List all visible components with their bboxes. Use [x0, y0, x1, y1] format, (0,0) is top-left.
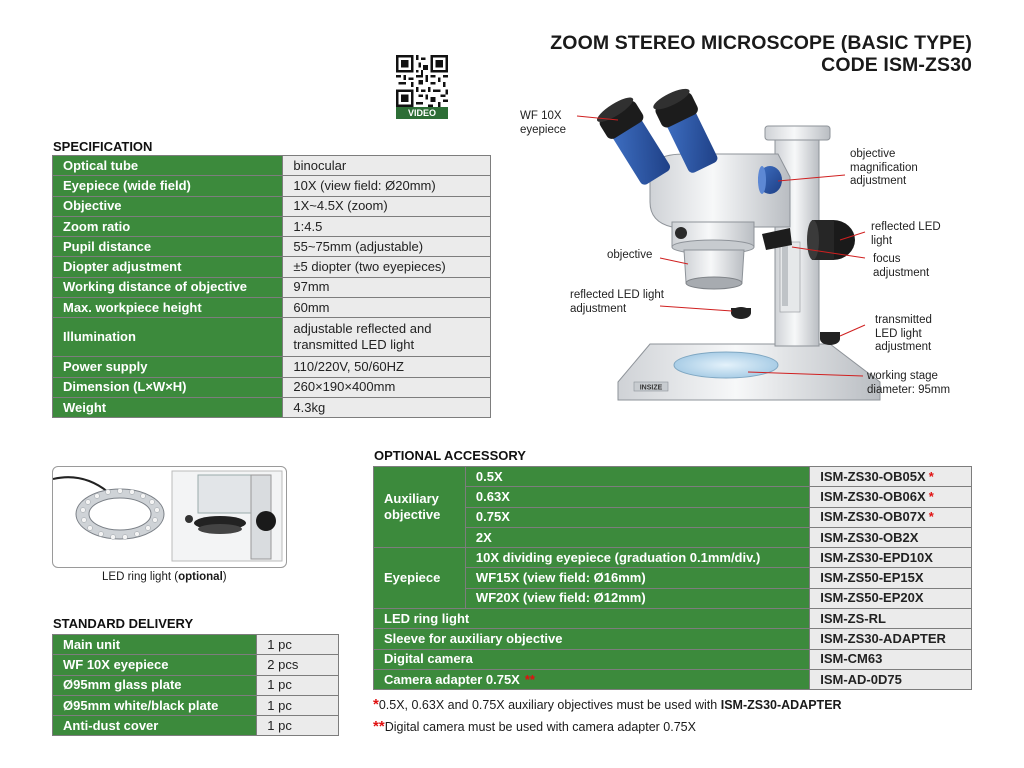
led-ring-caption: LED ring light (optional)	[102, 571, 227, 583]
spec-label: Diopter adjustment	[53, 257, 283, 277]
spec-label: Max. workpiece height	[53, 298, 283, 318]
spec-row	[53, 318, 491, 357]
accessory-item: 0.75X	[465, 507, 809, 527]
delivery-item: Main unit	[53, 635, 257, 655]
required-adapter-mark: *	[928, 468, 934, 484]
delivery-row	[53, 655, 339, 675]
delivery-item: Ø95mm white/black plate	[53, 695, 257, 715]
spec-row	[53, 357, 491, 377]
spec-label: Objective	[53, 196, 283, 216]
spec-value: 1X~4.5X (zoom)	[283, 196, 491, 216]
spec-value: 110/220V, 50/60HZ	[283, 357, 491, 377]
accessory-item: Camera adapter 0.75X **	[374, 669, 810, 689]
accessory-row	[374, 649, 972, 669]
delivery-qty: 1 pc	[257, 635, 339, 655]
required-camera-adapter-mark: **	[524, 671, 535, 687]
delivery-item: WF 10X eyepiece	[53, 655, 257, 675]
accessory-item: WF20X (view field: Ø12mm)	[465, 588, 809, 608]
required-adapter-mark: *	[928, 488, 934, 504]
spec-row	[53, 298, 491, 318]
delivery-qty: 1 pc	[257, 695, 339, 715]
required-adapter-mark: *	[928, 509, 934, 525]
label-objective-magnification: objective magnification adjustment	[850, 148, 918, 187]
delivery-qty: 2 pcs	[257, 655, 339, 675]
brand-logo: INSIZE	[639, 384, 663, 392]
spec-row	[53, 176, 491, 196]
accessory-row	[374, 629, 972, 649]
spec-value: binocular	[283, 156, 491, 176]
accessory-group-auxiliary: Auxiliary objective	[374, 467, 466, 548]
led-ring-image	[52, 466, 287, 568]
spec-label: Dimension (L×W×H)	[53, 377, 283, 397]
spec-value: 10X (view field: Ø20mm)	[283, 176, 491, 196]
accessory-code: ISM-ZS30-ADAPTER	[810, 629, 972, 649]
accessory-item: 2X	[465, 527, 809, 547]
accessory-item: LED ring light	[374, 609, 810, 629]
spec-value: 4.3kg	[283, 397, 491, 417]
accessory-item: Sleeve for auxiliary objective	[374, 629, 810, 649]
spec-label: Eyepiece (wide field)	[53, 176, 283, 196]
delivery-row	[53, 695, 339, 715]
spec-value: adjustable reflected and transmitted LED light	[283, 318, 491, 357]
qr-code-icon[interactable]	[396, 55, 448, 107]
delivery-item: Anti-dust cover	[53, 716, 257, 736]
accessory-code: ISM-ZS30-OB07X *	[810, 507, 972, 527]
spec-label: Power supply	[53, 357, 283, 377]
accessory-code: ISM-ZS30-OB2X	[810, 527, 972, 547]
specification-title: SPECIFICATION	[53, 139, 153, 154]
accessory-item: Digital camera	[374, 649, 810, 669]
label-reflected-adjustment: reflected LED light adjustment	[570, 289, 664, 315]
delivery-row	[53, 675, 339, 695]
delivery-item: Ø95mm glass plate	[53, 675, 257, 695]
delivery-row	[53, 635, 339, 655]
accessory-code: ISM-ZS30-OB06X *	[810, 487, 972, 507]
accessory-item: 0.5X	[465, 467, 809, 487]
note-camera: **Digital camera must be used with camera adapter 0.75X	[373, 718, 696, 735]
spec-label: Pupil distance	[53, 237, 283, 257]
delivery-qty: 1 pc	[257, 716, 339, 736]
label-focus: focus adjustment	[873, 253, 930, 279]
spec-row	[53, 216, 491, 236]
spec-label: Working distance of objective	[53, 277, 283, 297]
delivery-row	[53, 716, 339, 736]
video-label[interactable]: VIDEO	[396, 107, 448, 119]
spec-value: 1:4.5	[283, 216, 491, 236]
spec-value: 260×190×400mm	[283, 377, 491, 397]
spec-row	[53, 156, 491, 176]
note-auxiliary: *0.5X, 0.63X and 0.75X auxiliary objectives must be used with ISM-ZS30-ADAPTER	[373, 696, 842, 713]
spec-row	[53, 257, 491, 277]
label-objective: objective	[607, 249, 653, 261]
label-working-stage: working stage diameter: 95mm	[867, 370, 951, 396]
accessory-code: ISM-AD-0D75	[810, 669, 972, 689]
spec-row	[53, 237, 491, 257]
spec-label: Weight	[53, 397, 283, 417]
spec-row	[53, 277, 491, 297]
spec-value: 97mm	[283, 277, 491, 297]
accessory-code: ISM-ZS30-OB05X *	[810, 467, 972, 487]
optional-accessory-title: OPTIONAL ACCESSORY	[374, 448, 526, 463]
accessory-item: WF15X (view field: Ø16mm)	[465, 568, 809, 588]
spec-row	[53, 196, 491, 216]
spec-row	[53, 397, 491, 417]
optional-accessory-table	[373, 466, 972, 690]
accessory-row	[374, 467, 972, 487]
label-reflected-led: reflected LED light	[871, 221, 941, 247]
spec-label: Zoom ratio	[53, 216, 283, 236]
spec-value: 55~75mm (adjustable)	[283, 237, 491, 257]
spec-label: Illumination	[53, 318, 283, 357]
accessory-code: ISM-ZS50-EP15X	[810, 568, 972, 588]
accessory-code: ISM-ZS50-EP20X	[810, 588, 972, 608]
spec-value: 60mm	[283, 298, 491, 318]
accessory-code: ISM-ZS-RL	[810, 609, 972, 629]
accessory-code: ISM-ZS30-EPD10X	[810, 548, 972, 568]
label-eyepiece: WF 10X eyepiece	[520, 110, 567, 136]
accessory-item: 10X dividing eyepiece (graduation 0.1mm/div.)	[465, 548, 809, 568]
standard-delivery-table	[52, 634, 339, 736]
label-transmitted-led: transmitted LED light adjustment	[875, 314, 932, 353]
spec-label: Optical tube	[53, 156, 283, 176]
delivery-qty: 1 pc	[257, 675, 339, 695]
specification-table	[52, 155, 491, 418]
spec-value: ±5 diopter (two eyepieces)	[283, 257, 491, 277]
standard-delivery-title: STANDARD DELIVERY	[53, 616, 194, 631]
accessory-group-eyepiece: Eyepiece	[374, 548, 466, 609]
spec-row	[53, 377, 491, 397]
page-title: ZOOM STEREO MICROSCOPE (BASIC TYPE)	[550, 32, 972, 54]
accessory-row	[374, 669, 972, 689]
accessory-row	[374, 609, 972, 629]
accessory-row	[374, 548, 972, 568]
accessory-code: ISM-CM63	[810, 649, 972, 669]
product-code: CODE ISM-ZS30	[821, 54, 972, 76]
accessory-item: 0.63X	[465, 487, 809, 507]
